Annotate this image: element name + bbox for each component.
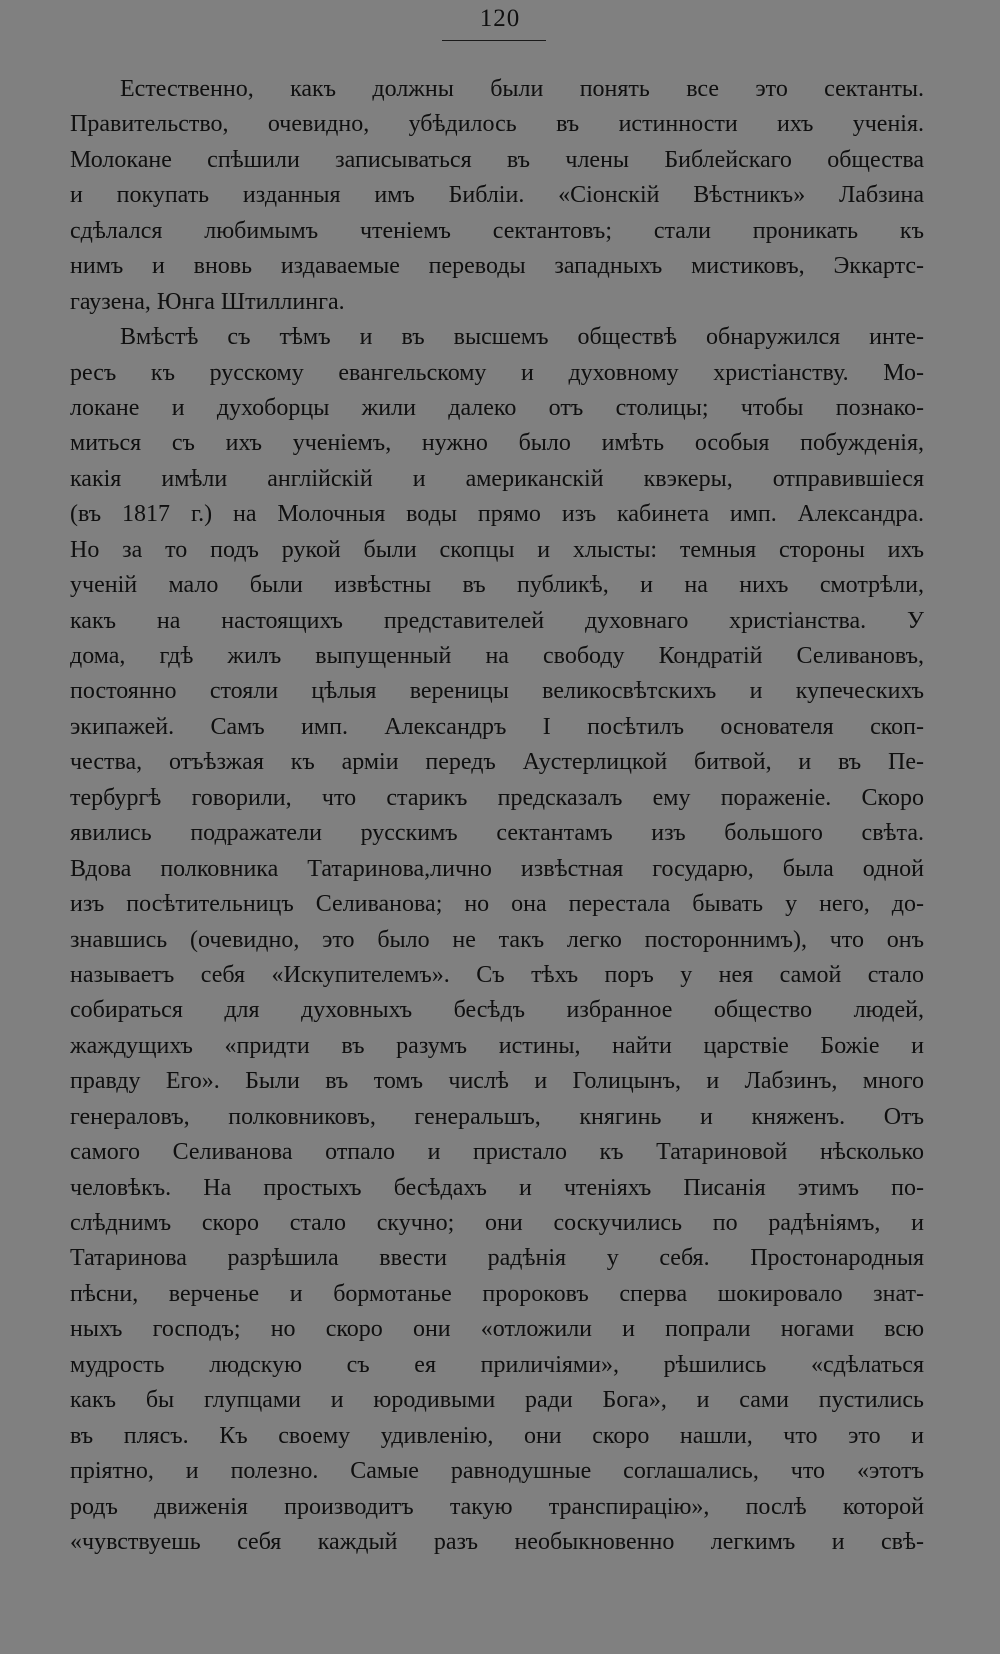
text-line: «чувствуешь себя каждый разъ необыкновенно легкимъ и свѣ- bbox=[70, 1528, 924, 1555]
text-line: правду Его». Были въ томъ числѣ и Голицынъ, и Лабзинъ, много bbox=[70, 1068, 924, 1095]
text-line: изъ посѣтительницъ Селиванова; но она перестала бывать у него, до- bbox=[70, 891, 924, 918]
text-line: Молокане спѣшили записываться въ члены Библейскаго общества bbox=[70, 146, 924, 173]
text-line: какъ бы глупцами и юродивыми ради Бога», и сами пустились bbox=[70, 1387, 924, 1414]
text-line: и покупать изданныя имъ Библіи. «Сіонскій Вѣстникъ» Лабзина bbox=[70, 182, 924, 209]
text-line: знавшись (очевидно, это было не такъ легко постороннимъ), что онъ bbox=[70, 926, 924, 953]
text-line: ныхъ господъ; но скоро они «отложили и попрали ногами всю bbox=[70, 1316, 924, 1343]
text-line: чества, отъѣзжая къ арміи передъ Аустерлицкой битвой, и въ Пе- bbox=[70, 749, 924, 776]
text-line: Правительство, очевидно, убѣдилось въ истинности ихъ ученія. bbox=[70, 111, 924, 138]
text-line: человѣкъ. На простыхъ бесѣдахъ и чтеніяхъ Писанія этимъ по- bbox=[70, 1174, 924, 1201]
text-line: пѣсни, верченье и бормотанье пророковъ сперва шокировало знат- bbox=[70, 1280, 924, 1307]
text-line: какъ на настоящихъ представителей духовнаго христіанства. У bbox=[70, 607, 924, 634]
text-line: слѣднимъ скоро стало скучно; они соскучились по радѣніямъ, и bbox=[70, 1210, 924, 1236]
text-line: генераловъ, полковниковъ, генеральшъ, княгинь и княженъ. Отъ bbox=[70, 1103, 924, 1130]
text-line: Татаринова разрѣшила ввести радѣнія у себя. Простонародныя bbox=[70, 1245, 924, 1272]
text-line: Естественно, какъ должны были понять все это сектанты. bbox=[120, 76, 924, 102]
text-line: ученій мало были извѣстны въ публикѣ, и на нихъ смотрѣли, bbox=[70, 572, 924, 599]
text-line: экипажей. Самъ имп. Александръ I посѣтилъ основателя скоп- bbox=[70, 713, 924, 740]
text-line: постоянно стояли цѣлыя вереницы великосвѣтскихъ и купеческихъ bbox=[70, 678, 924, 705]
text-line: явились подражатели русскимъ сектантамъ изъ большого свѣта. bbox=[70, 820, 924, 847]
body-text bbox=[70, 72, 924, 1560]
text-line: Вмѣстѣ съ тѣмъ и въ высшемъ обществѣ обнаружился инте- bbox=[120, 324, 924, 351]
text-line: миться съ ихъ ученіемъ, нужно было имѣть особыя побужденія, bbox=[70, 430, 924, 457]
text-line: Вдова полковника Татаринова,лично извѣстная государю, была одной bbox=[70, 855, 924, 882]
text-line: (въ 1817 г.) на Молочныя воды прямо изъ кабинета имп. Александра. bbox=[70, 501, 924, 528]
text-line: тербургѣ говорили, что старикъ предсказалъ ему пораженіе. Скоро bbox=[70, 784, 924, 811]
text-line: жаждущихъ «придти въ разумъ истины, найти царствіе Божіе и bbox=[70, 1032, 924, 1059]
text-line: нимъ и вновь издаваемые переводы западныхъ мистиковъ, Эккартс- bbox=[70, 253, 924, 280]
text-line: мудрость людскую съ ея приличіями», рѣшились «сдѣлаться bbox=[70, 1351, 924, 1378]
page-number: 120 bbox=[479, 5, 521, 32]
text-line: дома, гдѣ жилъ выпущенный на свободу Кондратій Селивановъ, bbox=[70, 643, 924, 669]
text-line: гаузена, Юнга Штиллинга. bbox=[70, 288, 345, 315]
text-line: локане и духоборцы жили далеко отъ столицы; чтобы познако- bbox=[70, 394, 924, 421]
text-line: Но за то подъ рукой были скопцы и хлысты: темныя стороны ихъ bbox=[70, 536, 924, 563]
text-line: родъ движенія производитъ такую транспирацію», послѣ которой bbox=[70, 1493, 924, 1520]
text-line: сдѣлался любимымъ чтеніемъ сектантовъ; стали проникать къ bbox=[70, 217, 924, 244]
text-line: собираться для духовныхъ бесѣдъ избранное общество людей, bbox=[70, 997, 924, 1024]
text-line: самого Селиванова отпало и пристало къ Татариновой нѣсколько bbox=[70, 1139, 924, 1166]
text-line: въ плясъ. Къ своему удивленію, они скоро нашли, что это и bbox=[70, 1422, 924, 1449]
text-line: какія имѣли англійскій и американскій квэкеры, отправившіеся bbox=[70, 465, 924, 492]
page-number-rule bbox=[442, 40, 546, 41]
text-line: пріятно, и полезно. Самые равнодушные соглашались, что «этотъ bbox=[70, 1458, 924, 1485]
text-line: называетъ себя «Искупителемъ». Съ тѣхъ поръ у нея самой стало bbox=[70, 961, 924, 988]
text-line: ресъ къ русскому евангельскому и духовному христіанству. Мо- bbox=[70, 359, 924, 386]
